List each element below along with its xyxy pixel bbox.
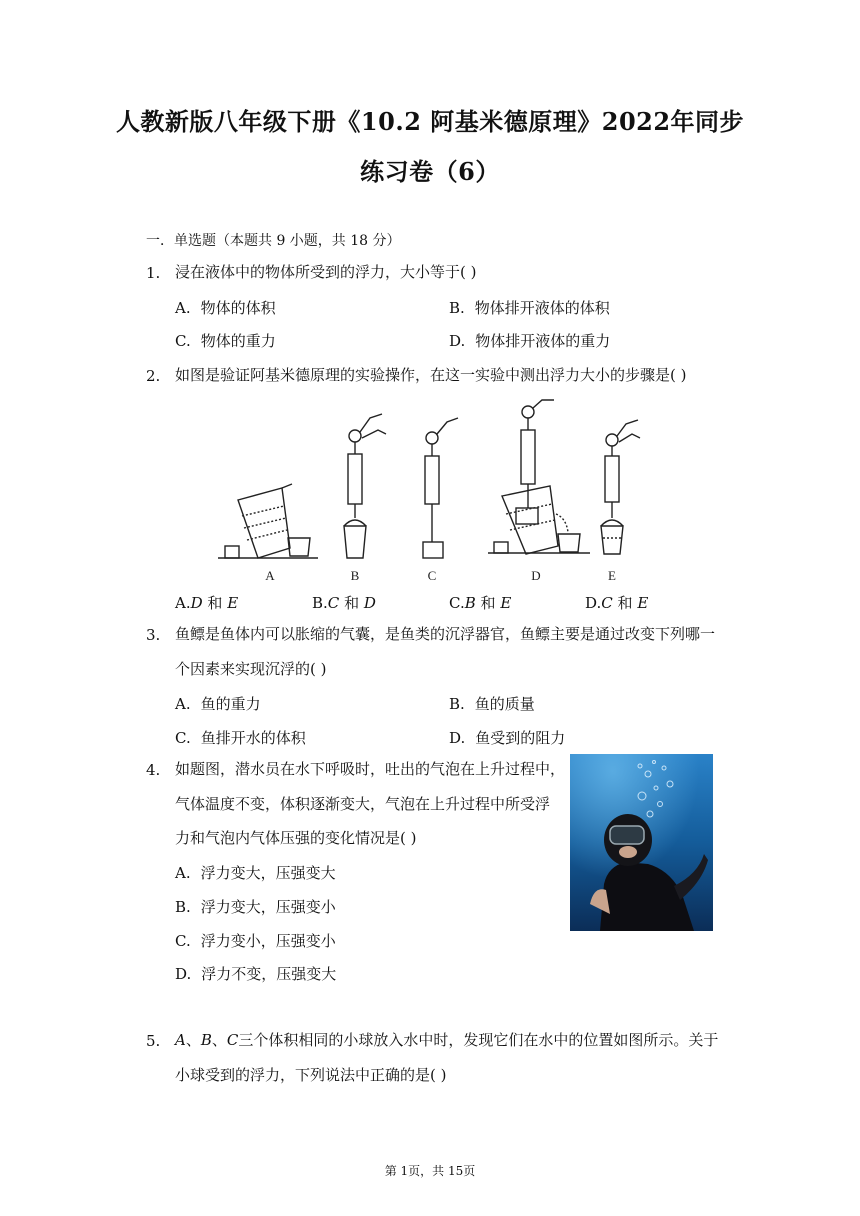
figure-b-scale-bucket	[344, 414, 386, 558]
question-text-line-3: 力和气泡内气体压强的变化情况是( )	[175, 829, 417, 847]
figure-label-d: D	[531, 568, 541, 583]
option-a: A. 鱼的重力	[175, 695, 261, 713]
question-text-line-1: 鱼鳔是鱼体内可以胀缩的气囊，是鱼类的沉浮器官，鱼鳔主要是通过改变下列哪一	[175, 625, 716, 643]
page-footer: 第 1页，共 15页	[384, 1164, 476, 1178]
figure-a-beaker	[218, 484, 318, 558]
archimedes-experiment-figure	[210, 396, 660, 586]
question-number: 4.	[146, 761, 161, 779]
option-a: A. 物体的体积	[175, 299, 276, 317]
title-line-2: 练习卷（6）	[360, 157, 500, 186]
question-text-line-2: 气体温度不变，体积逐渐变大，气泡在上升过程中所受浮	[175, 795, 551, 813]
question-text: 如图是验证阿基米德原理的实验操作，在这一实验中测出浮力大小的步骤是( )	[175, 366, 687, 384]
option-d: D. 鱼受到的阻力	[449, 729, 566, 747]
option-d: D. 物体排开液体的重力	[449, 332, 611, 350]
section-heading: 一．单选题（本题共 9 小题，共 18 分）	[146, 233, 401, 249]
option-b: B. 鱼的质量	[449, 695, 535, 713]
option-c: C. 鱼排开水的体积	[175, 729, 306, 747]
option-b: B.C 和 D	[312, 594, 376, 612]
question-number: 1.	[146, 264, 161, 282]
option-d: D. 浮力不变，压强变大	[175, 965, 337, 983]
question-text-line-2: 个因素来实现沉浮的( )	[175, 660, 327, 678]
figure-label-e: E	[608, 568, 616, 583]
question-number: 5.	[146, 1032, 161, 1050]
option-a: A. 浮力变大，压强变大	[175, 864, 336, 882]
question-number: 3.	[146, 626, 161, 644]
option-b: B. 物体排开液体的体积	[449, 299, 610, 317]
title-line-1: 人教新版八年级下册《10.2 阿基米德原理》2022年同步	[115, 107, 745, 136]
option-a: A.D 和 E	[175, 594, 239, 612]
figure-e-scale-bucket	[601, 420, 640, 554]
option-c: C. 物体的重力	[175, 332, 276, 350]
option-c: C.B 和 E	[449, 594, 512, 612]
question-text-line-1: A、B、C三个体积相同的小球放入水中时，发现它们在水中的位置如图所示。关于	[175, 1031, 719, 1049]
option-d: D.C 和 E	[585, 594, 649, 612]
figure-d-immersed	[488, 400, 590, 554]
figure-label-b: B	[350, 568, 360, 583]
question-text: 浸在液体中的物体所受到的浮力，大小等于( )	[175, 263, 477, 281]
diver-photo	[570, 754, 713, 931]
question-number: 2.	[146, 367, 161, 385]
option-b: B. 浮力变大，压强变小	[175, 898, 336, 916]
figure-label-a: A	[265, 568, 275, 583]
figure-c-scale-block	[423, 418, 458, 558]
figure-label-c: C	[427, 568, 437, 583]
question-text-line-2: 小球受到的浮力，下列说法中正确的是( )	[175, 1066, 447, 1084]
option-c: C. 浮力变小，压强变小	[175, 932, 336, 950]
question-text-line-1: 如题图，潜水员在水下呼吸时，吐出的气泡在上升过程中，	[175, 760, 566, 778]
